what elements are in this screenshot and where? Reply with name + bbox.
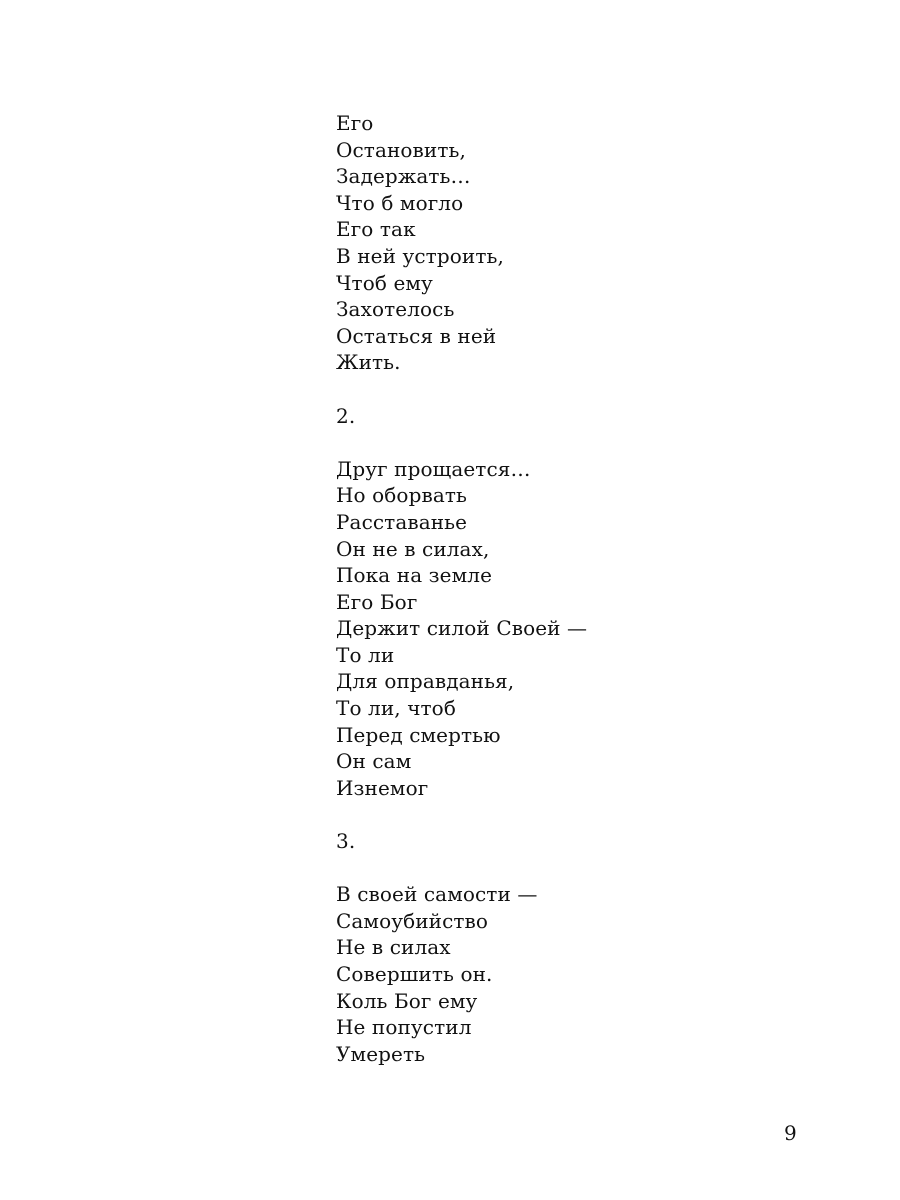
poem-line: Держит силой Своей — xyxy=(336,616,588,641)
poem-text xyxy=(336,110,716,1067)
poem-line: Не попустил xyxy=(336,1015,472,1040)
section-number: 2. xyxy=(336,403,356,428)
poem-line: Для оправданья, xyxy=(336,669,515,694)
poem-line: В ней устроить, xyxy=(336,243,504,268)
poem-line: Изнемог xyxy=(336,775,429,800)
poem-line: То ли, чтоб xyxy=(336,696,456,721)
poem-line: Остаться в ней xyxy=(336,323,497,348)
stanza-gap xyxy=(336,376,716,403)
poem-line: Его Бог xyxy=(336,589,418,614)
poem-line: Его так xyxy=(336,217,416,242)
poem-line: Умереть xyxy=(336,1041,426,1066)
poem-line: Перед смертью xyxy=(336,722,501,747)
section-number: 3. xyxy=(336,829,356,854)
poem-line: Чтоб ему xyxy=(336,270,433,295)
poem-line: Жить. xyxy=(336,350,401,375)
poem-line: Не в силах xyxy=(336,935,451,960)
poem-line: В своей самости — xyxy=(336,882,538,907)
poem-line: Самоубийство xyxy=(336,908,489,933)
page-number: 9 xyxy=(784,1121,797,1145)
poem-line: Совершить он. xyxy=(336,962,493,986)
poem-line: Остановить, xyxy=(336,137,466,162)
poem-line: Задержать… xyxy=(336,164,471,189)
poem-line: Он не в силах, xyxy=(336,536,490,561)
poem-line: Что б могло xyxy=(336,190,464,215)
stanza-gap xyxy=(336,855,716,882)
poem-line: Пока на земле xyxy=(336,563,493,588)
poem-line: То ли xyxy=(336,642,395,667)
poem-line: Коль Бог ему xyxy=(336,988,478,1013)
stanza-gap xyxy=(336,429,716,456)
poem-line: Но оборвать xyxy=(336,483,468,508)
stanza-gap xyxy=(336,801,716,828)
poem-line: Расставанье xyxy=(336,509,468,534)
poem-line: Захотелось xyxy=(336,297,455,322)
poem-line: Его xyxy=(336,111,374,135)
poem-line: Он сам xyxy=(336,749,412,774)
poem-line: Друг прощается… xyxy=(336,456,531,481)
